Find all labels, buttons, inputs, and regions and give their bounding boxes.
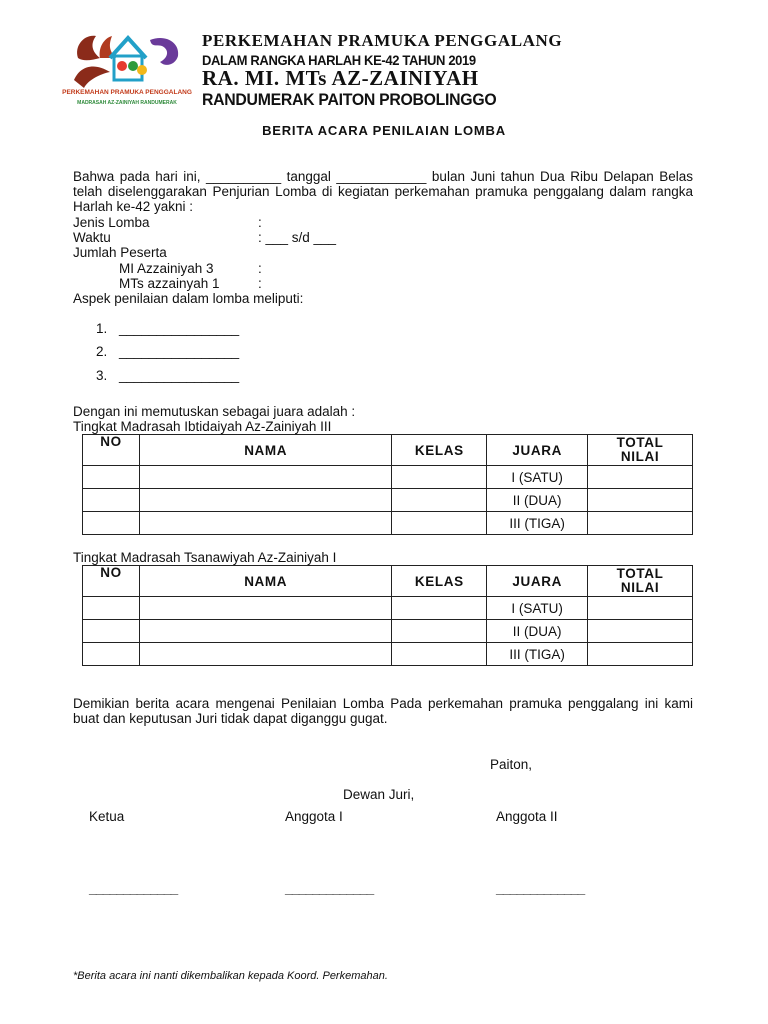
cell-juara: II (DUA) [487, 489, 588, 512]
signature-line-anggota-1: _____________ [285, 880, 374, 896]
signer-anggota-1: Anggota I [285, 809, 343, 824]
cell-kelas [392, 466, 487, 489]
cell-juara: II (DUA) [487, 620, 588, 643]
table2-caption: Tingkat Madrasah Tsanawiyah Az-Zainiyah I [73, 550, 337, 565]
document-title: BERITA ACARA PENILAIAN LOMBA [262, 123, 506, 138]
cell-no [83, 466, 140, 489]
cell-kelas [392, 620, 487, 643]
table-row [83, 466, 693, 489]
cell-no [83, 597, 140, 620]
place-label: Paiton, [490, 757, 533, 772]
header-nilai: NILAI [620, 580, 660, 595]
header-total: TOTAL [616, 566, 664, 581]
header-nilai: NILAI [620, 449, 660, 464]
field-jumlah-peserta: Jumlah Peserta [73, 245, 167, 260]
cell-total [588, 489, 693, 512]
cell-juara: I (SATU) [487, 597, 588, 620]
header-nama: NAMA [139, 566, 391, 597]
table-row [83, 620, 693, 643]
dewan-juri-label: Dewan Juri, [343, 787, 415, 802]
cell-nama [139, 643, 391, 666]
cell-total [588, 643, 693, 666]
header-nama: NAMA [139, 435, 391, 466]
intro-paragraph: Bahwa pada hari ini, __________ tanggal ____________ bulan Juni tahun Dua Ribu Delapan Belas telah diselenggarakan Penjurian Lomba di kegiatan perkemahan pramuka penggalang dalam rangka Harlah ke-42 yakni : [73, 169, 693, 214]
header-total-nilai [588, 435, 693, 466]
aspek-blank-3: ________________ [119, 368, 240, 383]
header-juara: JUARA [487, 435, 588, 466]
header-no: NO [83, 566, 140, 597]
aspek-num-1: 1. [96, 321, 108, 336]
aspek-blank-2: ________________ [119, 344, 240, 359]
cell-kelas [392, 489, 487, 512]
cell-total [588, 466, 693, 489]
aspek-blank-1: ________________ [119, 321, 240, 336]
field-waktu: Waktu [73, 230, 111, 245]
cell-juara: I (SATU) [487, 466, 588, 489]
table-row [83, 489, 693, 512]
field-mi-colon: : [258, 261, 262, 276]
field-mts-colon: : [258, 276, 262, 291]
cell-nama [139, 620, 391, 643]
header-kelas: KELAS [392, 435, 487, 466]
footnote: *Berita acara ini nanti dikembalikan kepada Koord. Perkemahan. [73, 970, 388, 982]
cell-total [588, 620, 693, 643]
cell-total [588, 512, 693, 535]
juara-table-mts [82, 565, 693, 666]
field-jenis-lomba: Jenis Lomba [73, 215, 150, 230]
aspek-num-2: 2. [96, 344, 108, 359]
table-header-row [83, 435, 693, 466]
cell-no [83, 512, 140, 535]
decision-text: Dengan ini memutuskan sebagai juara adalah : [73, 404, 356, 419]
signer-ketua: Ketua [89, 809, 125, 824]
signature-line-anggota-2: _____________ [496, 880, 585, 896]
cell-nama [139, 512, 391, 535]
aspek-num-3: 3. [96, 368, 108, 383]
table1-caption: Tingkat Madrasah Ibtidaiyah Az-Zainiyah III [73, 419, 332, 434]
signature-line-ketua: _____________ [89, 880, 178, 896]
closing-paragraph: Demikian berita acara mengenai Penilaian Lomba Pada perkemahan pramuka penggalang ini kami buat dan keputusan Juri tidak dapat diganggu gugat. [73, 696, 693, 726]
table-row [83, 512, 693, 535]
table-header-row [83, 566, 693, 597]
header-no: NO [83, 435, 140, 466]
cell-nama [139, 489, 391, 512]
field-waktu-value: : ___ s/d ___ [258, 230, 337, 245]
cell-no [83, 489, 140, 512]
cell-no [83, 643, 140, 666]
header-line-2: DALAM RANGKA HARLAH KE-42 TAHUN 2019 [202, 52, 476, 68]
cell-nama [139, 597, 391, 620]
logo-caption-bottom: MADRASAH AZ-ZAINIYAH RANDUMERAK [77, 100, 177, 106]
cell-kelas [392, 597, 487, 620]
cell-kelas [392, 643, 487, 666]
table-row [83, 597, 693, 620]
aspek-label: Aspek penilaian dalam lomba meliputi: [73, 291, 304, 306]
header-juara: JUARA [487, 566, 588, 597]
juara-table-mi [82, 434, 693, 535]
field-jenis-lomba-colon: : [258, 215, 262, 230]
field-mts: MTs azzainyah 1 [119, 276, 220, 291]
signer-anggota-2: Anggota II [496, 809, 558, 824]
header-total: TOTAL [616, 435, 664, 450]
cell-juara: III (TIGA) [487, 643, 588, 666]
logo-caption-top: PERKEMAHAN PRAMUKA PENGGALANG [62, 89, 192, 96]
header-total-nilai [588, 566, 693, 597]
cell-total [588, 597, 693, 620]
header-line-4: RANDUMERAK PAITON PROBOLINGGO [202, 90, 497, 109]
header-line-1: PERKEMAHAN PRAMUKA PENGGALANG [202, 31, 563, 50]
header-kelas: KELAS [392, 566, 487, 597]
field-mi: MI Azzainiyah 3 [119, 261, 214, 276]
scout-camp-logo [62, 28, 192, 110]
cell-kelas [392, 512, 487, 535]
cell-juara: III (TIGA) [487, 512, 588, 535]
header-line-3: RA. MI. MTs AZ-ZAINIYAH [202, 66, 479, 90]
cell-nama [139, 466, 391, 489]
table-row [83, 643, 693, 666]
cell-no [83, 620, 140, 643]
